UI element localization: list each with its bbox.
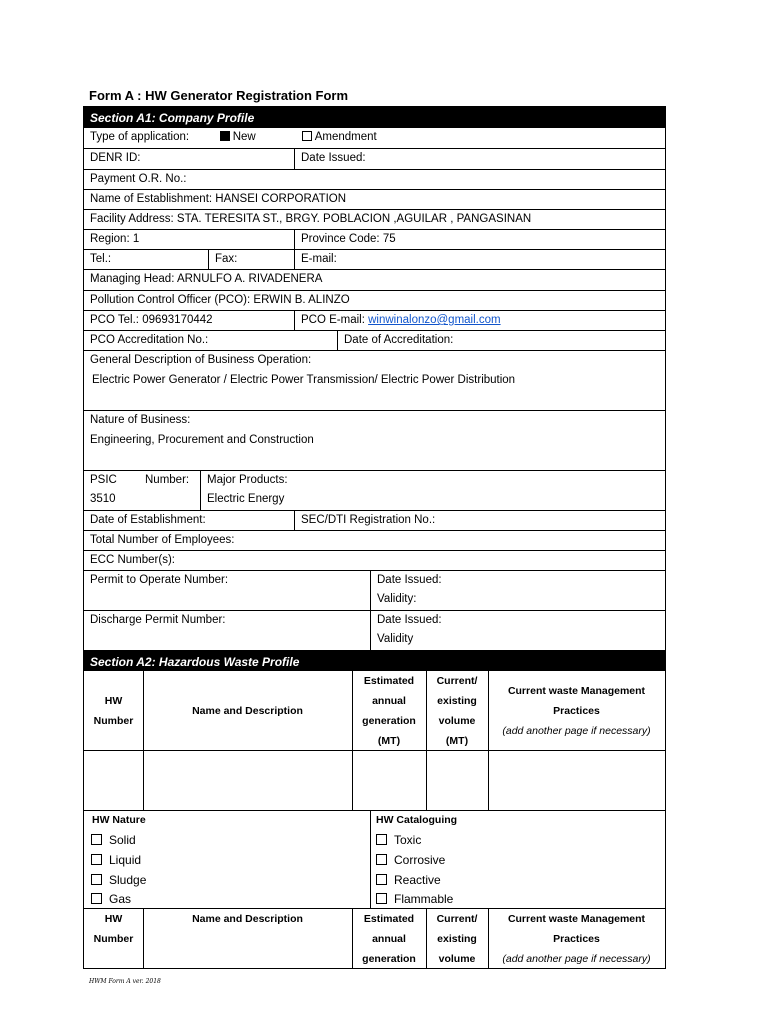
dp-validity-field[interactable]: Validity (377, 633, 414, 645)
ecc-numbers-field[interactable]: ECC Number(s): (90, 554, 175, 566)
amendment-checkbox[interactable] (302, 131, 312, 141)
permit-to-operate-field[interactable]: Permit to Operate Number: (90, 574, 229, 586)
row-pco-contact (84, 311, 665, 331)
catalogue-flammable[interactable]: Flammable (376, 892, 453, 906)
col-volume-label: volume (438, 715, 476, 727)
hw-nature-label: HW Nature (92, 814, 146, 826)
section-a1-header: Section A1: Company Profile (84, 107, 665, 128)
total-employees-field[interactable]: Total Number of Employees: (90, 534, 235, 546)
row-general-description (84, 351, 665, 411)
hw-table-header-2 (84, 909, 665, 968)
fax-field[interactable]: Fax: (208, 250, 294, 269)
nature-value[interactable]: Engineering, Procurement and Construction (90, 434, 314, 446)
dp-date-issued-field[interactable]: Date Issued: (377, 614, 442, 626)
hw-table-header (84, 671, 665, 751)
col-name-label: Name and Description (192, 705, 303, 717)
row-type-of-application (84, 128, 665, 149)
general-description-label: General Description of Business Operation: (90, 354, 312, 366)
col2-practices-label-1: Current waste Management (507, 913, 646, 925)
date-issued-field[interactable]: Date Issued: (294, 149, 665, 169)
pco-field[interactable]: Pollution Control Officer (PCO): ERWIN B. ALINZO (90, 294, 350, 306)
row-facility-address (84, 210, 665, 230)
col2-hw-label: HW (104, 913, 123, 925)
psic-label: PSIC (90, 474, 117, 486)
new-option-label: New (232, 131, 256, 143)
form-title: Form A : HW Generator Registration Form (89, 88, 349, 103)
psic-value[interactable]: 3510 (90, 493, 116, 505)
col-practices-note: (add another page if necessary) (502, 725, 651, 737)
pco-email-label: PCO E-mail: (301, 314, 365, 326)
row-contact (84, 250, 665, 270)
form-version-footer: HWM Form A ver. 2018 (89, 978, 161, 985)
payment-or-field[interactable]: Payment O.R. No.: (90, 173, 187, 185)
row-establishment (84, 190, 665, 210)
pto-validity-field[interactable]: Validity: (377, 593, 417, 605)
facility-address-field[interactable]: Facility Address: STA. TERESITA ST., BRGY. POBLACION ,AGUILAR , PANGASINAN (90, 213, 532, 225)
date-of-accreditation-field[interactable]: Date of Accreditation: (337, 331, 665, 350)
row-establishment-date (84, 511, 665, 531)
col-number-label: Number (93, 715, 134, 727)
col2-practices-label-2: Practices (553, 933, 600, 945)
amendment-option-label: Amendment (314, 131, 377, 143)
col-hw-label: HW (104, 695, 123, 707)
col2-estimated-label: Estimated (363, 913, 415, 925)
row-nature-of-business (84, 411, 665, 471)
col2-current-label: Current/ (436, 913, 478, 925)
row-managing-head (84, 270, 665, 291)
nature-sludge[interactable]: Sludge (91, 873, 146, 887)
col2-name-label: Name and Description (192, 913, 303, 925)
row-denr-id (84, 149, 665, 170)
establishment-field[interactable]: Name of Establishment: HANSEI CORPORATION (90, 193, 347, 205)
row-payment (84, 170, 665, 190)
col2-practices-note: (add another page if necessary) (502, 953, 651, 965)
email-field[interactable]: E-mail: (294, 250, 665, 269)
pco-tel-field[interactable]: PCO Tel.: 09693170442 (90, 314, 213, 326)
sec-dti-field[interactable]: SEC/DTI Registration No.: (294, 511, 665, 530)
col-existing-label: existing (437, 695, 477, 707)
major-products-value[interactable]: Electric Energy (207, 493, 285, 505)
nature-liquid[interactable]: Liquid (91, 853, 141, 867)
row-region (84, 230, 665, 250)
general-description-value[interactable]: Electric Power Generator / Electric Power Transmission/ Electric Power Distribution (92, 374, 516, 386)
pco-accreditation-field[interactable]: PCO Accreditation No.: (90, 334, 209, 346)
row-discharge-permit (84, 611, 665, 651)
col-annual-label: annual (372, 695, 406, 707)
col-practices-label-1: Current waste Management (507, 685, 646, 697)
psic-number-label: Number: (145, 474, 190, 486)
pco-email-field (294, 311, 665, 330)
col-current-label: Current/ (436, 675, 478, 687)
nature-label: Nature of Business: (90, 414, 191, 426)
registration-form (83, 106, 666, 969)
pto-date-issued-field[interactable]: Date Issued: (377, 574, 442, 586)
catalogue-corrosive[interactable]: Corrosive (376, 853, 445, 867)
new-checkbox[interactable] (220, 131, 230, 141)
hw-catalogue-label: HW Cataloguing (376, 814, 458, 826)
section-a2-header: Section A2: Hazardous Waste Profile (84, 651, 665, 671)
hw-table-row[interactable] (84, 751, 665, 811)
col2-number-label: Number (93, 933, 134, 945)
region-field[interactable]: Region: 1 (90, 233, 140, 245)
tel-field[interactable]: Tel.: (90, 253, 112, 265)
col2-generation-label: generation (362, 953, 416, 965)
col-estimated-label: Estimated (363, 675, 415, 687)
row-permit-to-operate (84, 571, 665, 611)
catalogue-reactive[interactable]: Reactive (376, 873, 441, 887)
row-ecc (84, 551, 665, 571)
type-of-application-label: Type of application: (90, 131, 190, 143)
row-total-employees (84, 531, 665, 551)
hw-classification (84, 811, 665, 909)
col-generation-label: generation (362, 715, 416, 727)
major-products-label: Major Products: (207, 474, 288, 486)
col-practices-label-2: Practices (553, 705, 600, 717)
col2-annual-label: annual (372, 933, 406, 945)
col-mt-label: (MT) (377, 735, 401, 747)
row-pco-accreditation (84, 331, 665, 351)
pco-email-link[interactable]: winwinalonzo@gmail.com (368, 314, 501, 326)
nature-gas[interactable]: Gas (91, 892, 131, 906)
row-pco (84, 291, 665, 311)
row-psic (84, 471, 665, 511)
managing-head-field[interactable]: Managing Head: ARNULFO A. RIVADENERA (90, 273, 323, 285)
date-of-establishment-field[interactable]: Date of Establishment: (90, 514, 206, 526)
denr-id-field[interactable]: DENR ID: (90, 152, 141, 164)
col2-volume-label: volume (438, 953, 476, 965)
discharge-permit-field[interactable]: Discharge Permit Number: (90, 614, 226, 626)
catalogue-toxic[interactable]: Toxic (376, 833, 421, 847)
col2-existing-label: existing (437, 933, 477, 945)
nature-solid[interactable]: Solid (91, 833, 136, 847)
province-code-field[interactable]: Province Code: 75 (294, 230, 665, 249)
col-mt2-label: (MT) (445, 735, 469, 747)
